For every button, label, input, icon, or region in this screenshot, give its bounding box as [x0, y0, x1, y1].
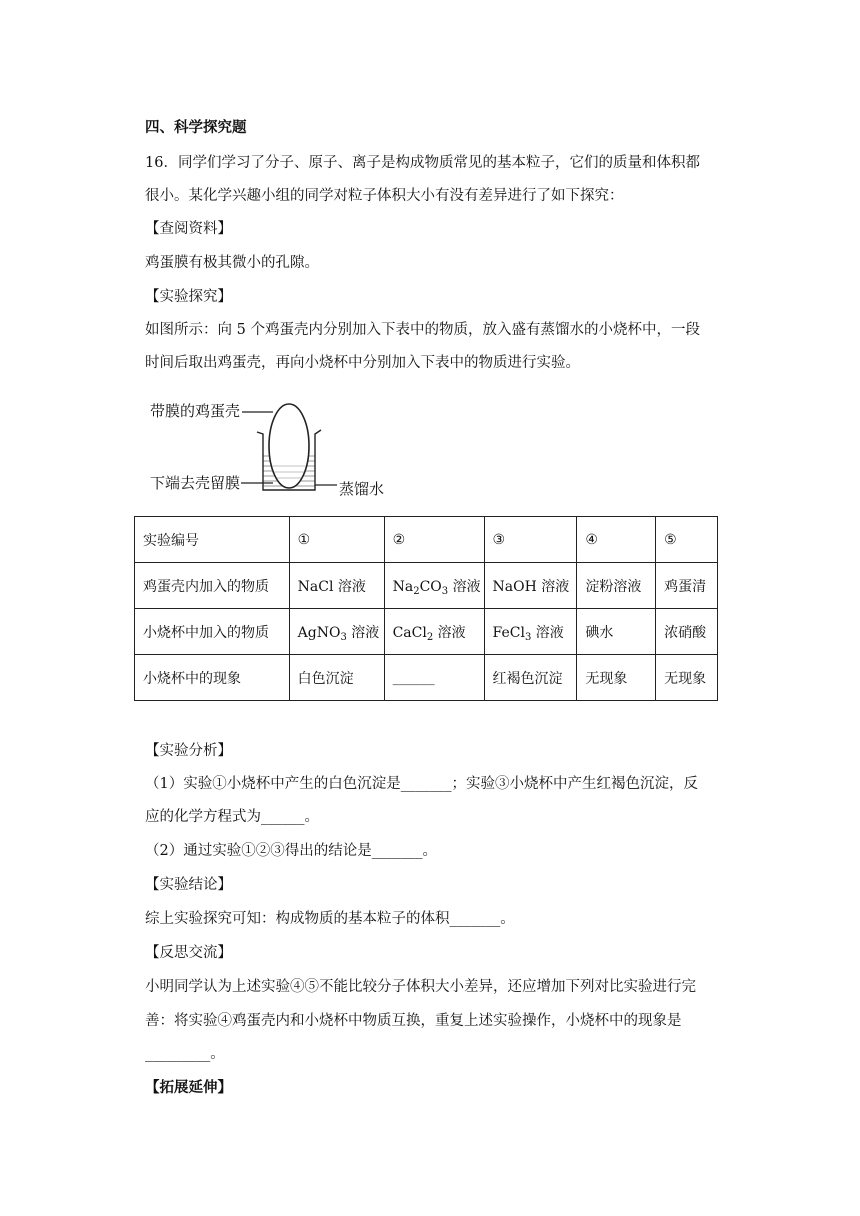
lookup-heading: 【查阅资料】	[145, 221, 232, 237]
table-cell: 淀粉溶液	[577, 563, 656, 609]
apparatus-figure	[145, 396, 395, 500]
table-cell: 浓硝酸	[656, 609, 718, 655]
analysis-q2: （2）通过实验①②③得出的结论是_______。	[145, 843, 437, 859]
table-cell: 实验编号	[135, 517, 290, 563]
table-cell: 白色沉淀	[289, 655, 384, 701]
table-cell: ⑤	[656, 517, 718, 563]
table-cell: 小烧杯中的现象	[135, 655, 290, 701]
reflection-line-1: 小明同学认为上述实验④⑤不能比较分子体积大小差异，还应增加下列对比实验进行完	[145, 979, 696, 995]
explore-heading: 【实验探究】	[145, 289, 232, 305]
beaker-egg-diagram	[145, 396, 395, 500]
table-cell: ③	[484, 517, 577, 563]
conclusion-heading: 【实验结论】	[145, 877, 232, 893]
table-cell: NaCl 溶液	[289, 563, 384, 609]
table-cell: AgNO$_3$ 溶液	[289, 609, 384, 655]
table-cell: CaCl$_2$ 溶液	[384, 609, 484, 655]
table-row	[135, 655, 718, 701]
label-distilled-water: 蒸馏水	[339, 480, 385, 498]
table-cell: ②	[384, 517, 484, 563]
lookup-text: 鸡蛋膜有极其微小的孔隙。	[145, 255, 319, 271]
table-cell: 红褐色沉淀	[484, 655, 577, 701]
table-cell: ______	[384, 655, 484, 701]
reflection-heading: 【反思交流】	[145, 945, 232, 961]
explore-line-2: 时间后取出鸡蛋壳，再向小烧杯中分别加入下表中的物质进行实验。	[145, 355, 580, 371]
table-cell: $Na_2CO_3$ 溶液	[384, 563, 484, 609]
table-row	[135, 517, 718, 563]
egg-shell	[269, 404, 309, 488]
analysis-q1-line-1: （1）实验①小烧杯中产生的白色沉淀是_______；实验③小烧杯中产生红褐色沉淀，反	[145, 776, 698, 792]
explore-line-1: 如图所示：向 5 个鸡蛋壳内分别加入下表中的物质，放入盛有蒸馏水的小烧杯中，一段	[145, 322, 700, 338]
question-line-2: 很小。某化学兴趣小组的同学对粒子体积大小有没有差异进行了如下探究：	[145, 188, 624, 204]
conclusion-text: 综上实验探究可知：构成物质的基本粒子的体积_______。	[145, 911, 515, 927]
table-cell: 鸡蛋壳内加入的物质	[135, 563, 290, 609]
table-cell: 无现象	[656, 655, 718, 701]
label-egg-shell: 带膜的鸡蛋壳	[150, 402, 241, 420]
table-cell: 碘水	[577, 609, 656, 655]
experiment-table	[134, 516, 718, 701]
table-cell: FeCl$_3$ 溶液	[484, 609, 577, 655]
section-title: 四、科学探究题	[145, 119, 247, 136]
label-bottom-membrane: 下端去壳留膜	[150, 474, 241, 492]
table-cell: ④	[577, 517, 656, 563]
extension-heading: 【拓展延伸】	[145, 1079, 232, 1096]
analysis-heading: 【实验分析】	[145, 743, 232, 759]
reflection-line-2: 善：将实验④鸡蛋壳内和小烧杯中物质互换，重复上述实验操作，小烧杯中的现象是	[145, 1013, 682, 1029]
table-cell: NaOH 溶液	[484, 563, 577, 609]
reflection-line-3: _________。	[145, 1046, 225, 1062]
question-line-1: 16．同学们学习了分子、原子、离子是构成物质常见的基本粒子，它们的质量和体积都	[145, 155, 700, 171]
table-cell: 小烧杯中加入的物质	[135, 609, 290, 655]
table-cell: ①	[289, 517, 384, 563]
table-row	[135, 563, 718, 609]
table-cell: 鸡蛋清	[656, 563, 718, 609]
analysis-q1-line-2: 应的化学方程式为______。	[145, 809, 319, 825]
table-cell: 无现象	[577, 655, 656, 701]
table-row	[135, 609, 718, 655]
